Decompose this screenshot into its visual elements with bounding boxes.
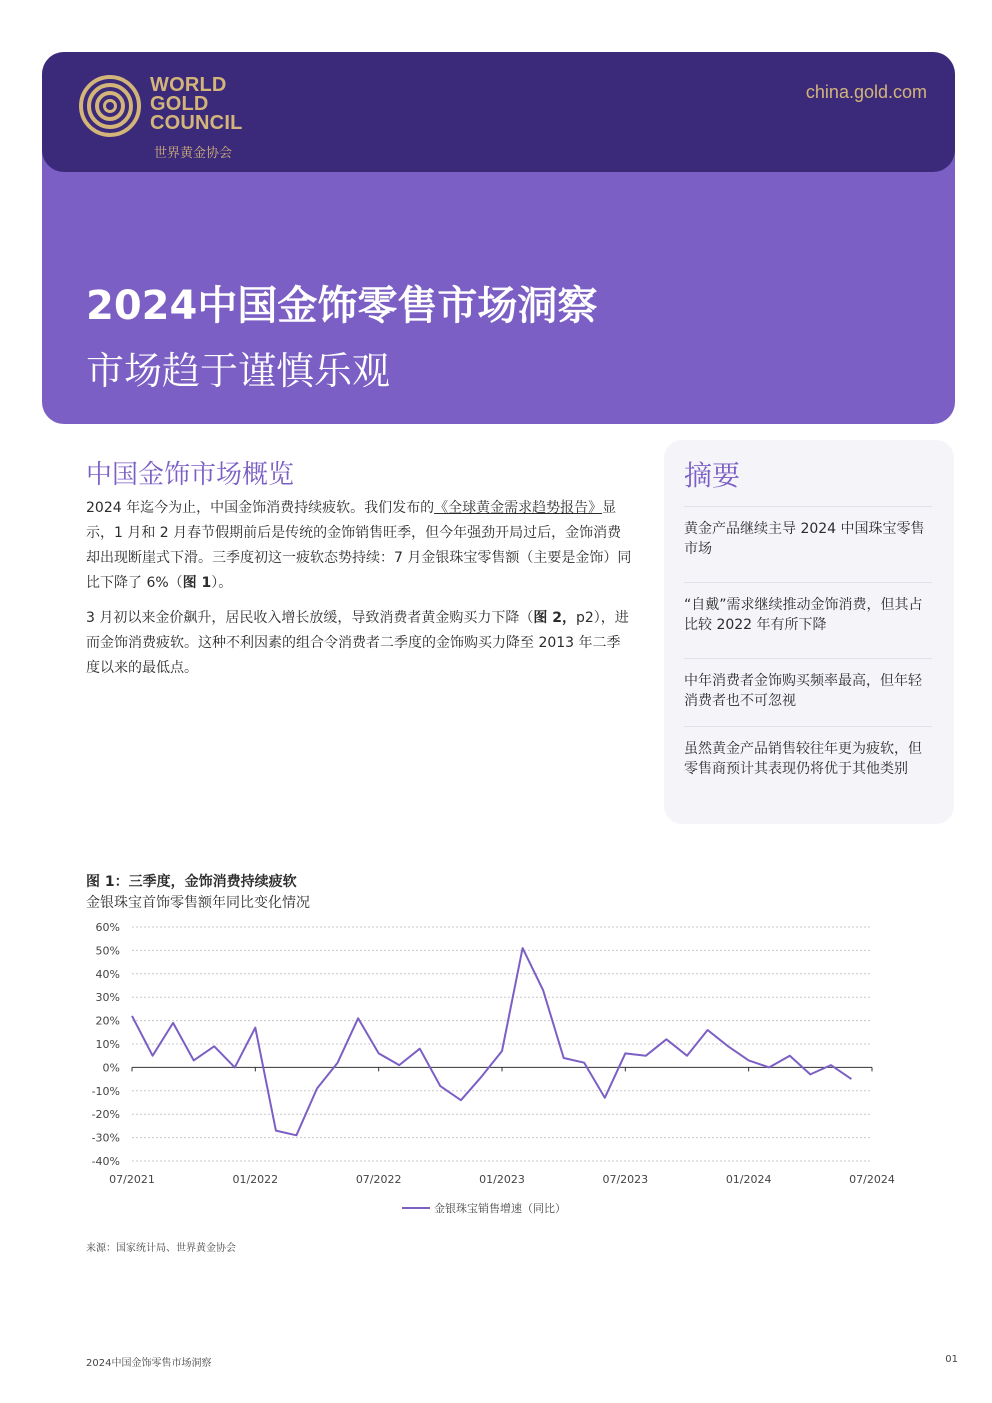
site-link[interactable]: china.gold.com	[805, 82, 927, 102]
x-tick-label: 07/2021	[109, 1173, 155, 1186]
y-tick-label: 20%	[95, 1014, 120, 1028]
x-tick-label: 07/2022	[355, 1173, 402, 1186]
figure-title: 图 1：三季度，金饰消费持续疲软	[86, 874, 297, 890]
line-chart	[86, 918, 906, 1228]
p1-text-c: ）。	[211, 575, 233, 591]
report-title: 2024中国金饰零售市场洞察	[86, 283, 598, 329]
y-tick-label: 0%	[102, 1061, 120, 1075]
figure-ref-1: 图 1	[182, 575, 212, 591]
y-tick-label: 10%	[95, 1038, 120, 1051]
y-tick-label: 60%	[95, 921, 120, 934]
section-title: 中国金饰市场概览	[86, 460, 295, 490]
figure-ref-2: 图 2，	[533, 610, 576, 626]
x-tick-label: 01/2022	[232, 1173, 279, 1186]
y-tick-label: -30%	[91, 1131, 120, 1145]
world-gold-council-logo	[78, 74, 142, 138]
legend-label: 金银珠宝销售增速（同比）	[434, 1202, 566, 1215]
p2-text-b: p2），进而金饰消费疲软。这种不利因素的组合令消费者二季度的金饰购买力降至 2013 年二季度以来的最低点。	[86, 610, 629, 676]
y-tick-label: -10%	[91, 1084, 120, 1098]
logo-wordmark	[150, 76, 243, 133]
logo-line-3: COUNCIL	[150, 112, 243, 134]
y-tick-label: -20%	[91, 1108, 120, 1122]
paragraph-1	[86, 496, 634, 596]
p2-text-a: 3 月初以来金价飙升，居民收入增长放缓，导致消费者黄金购买力下降（	[86, 610, 534, 626]
logo-chinese-name: 世界黄金协会	[154, 146, 233, 161]
figure-subtitle: 金银珠宝首饰零售额年同比变化情况	[86, 895, 310, 911]
report-link[interactable]: 《全球黄金需求趋势报告》	[434, 500, 603, 516]
y-tick-label: 50%	[95, 944, 120, 958]
x-tick-label: 07/2024	[849, 1173, 895, 1186]
p1-text-b: 显示，1 月和 2 月春节假期前后是传统的金饰销售旺季，但今年强劲开局过后，金饰消费却出现断崖式下滑。三季度初这一疲软态势持续：7 月金银珠宝零售额（主要是金饰）同比下降了 6%（	[86, 500, 632, 591]
x-tick-label: 01/2024	[725, 1173, 772, 1186]
figure-source: 来源：国家统计局、世界黄金协会	[86, 1243, 236, 1254]
y-tick-label: 40%	[95, 967, 120, 981]
y-tick-label: -40%	[91, 1155, 120, 1168]
logo-line-1: WORLD	[150, 74, 227, 96]
summary-item: 黄金产品继续主导 2024 中国珠宝零售市场	[684, 506, 932, 559]
y-tick-label: 30%	[95, 991, 120, 1005]
x-tick-label: 07/2023	[602, 1173, 649, 1186]
p1-text-a: 2024 年迄今为止，中国金饰消费持续疲软。我们发布的	[86, 500, 435, 516]
summary-box	[664, 440, 954, 824]
report-subtitle: 市场趋于谨慎乐观	[86, 349, 391, 393]
paragraph-2	[86, 606, 634, 681]
hero-banner	[42, 52, 955, 424]
footer-title: 2024中国金饰零售市场洞察	[86, 1358, 212, 1369]
summary-item: “自戴”需求继续推动金饰消费，但其占比较 2022 年有所下降	[684, 582, 932, 635]
summary-title: 摘要	[684, 459, 741, 492]
header-bar	[42, 52, 955, 172]
x-tick-label: 01/2023	[479, 1173, 525, 1186]
summary-item: 虽然黄金产品销售较往年更为疲软，但零售商预计其表现仍将优于其他类别	[684, 726, 932, 779]
series-line	[132, 948, 851, 1135]
summary-item: 中年消费者金饰购买频率最高，但年轻消费者也不可忽视	[684, 658, 932, 711]
page-number: 01	[945, 1354, 958, 1365]
logo-line-2: GOLD	[150, 93, 209, 115]
